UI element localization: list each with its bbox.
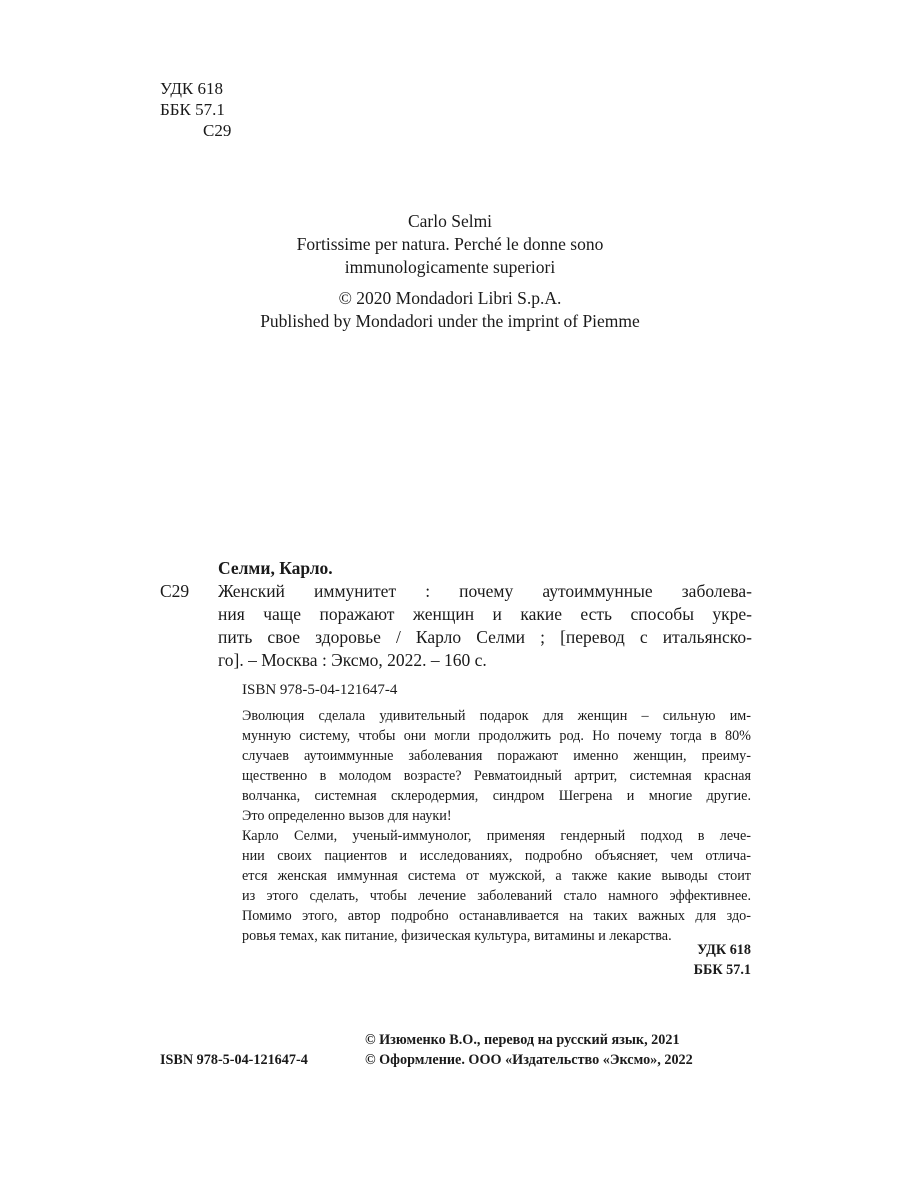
annotation (242, 706, 751, 946)
design-copyright: © Оформление. ООО «Издательство «Эксмо», 2022 (365, 1052, 693, 1068)
author-mark: С29 (203, 121, 232, 140)
translation-copyright: © Изюменко В.О., перевод на русский язык, 2021 (365, 1032, 680, 1048)
bibliographic-line: Женский иммунитет : почему аутоиммунные заболева- (218, 581, 752, 601)
isbn-bottom: ISBN 978-5-04-121647-4 (160, 1052, 308, 1068)
bibliographic-description (218, 580, 752, 672)
annotation-line: щественно в молодом возрасте? Ревматоидный артрит, системная красная (242, 768, 751, 784)
annotation-line: ровья темах, как питание, физическая культура, витамины и лекарства. (242, 928, 672, 944)
bibliographic-code: С29 (160, 581, 190, 601)
original-title-line-1: Fortissime per natura. Perché le donne sono (296, 234, 604, 254)
annotation-line: Карло Селми, ученый-иммунолог, применяя гендерный подход в лече- (242, 828, 751, 844)
original-title-line-2: immunologicamente superiori (344, 257, 556, 277)
udk-code: УДК 618 (160, 79, 224, 98)
bibliographic-line: ния чаще поражают женщин и какие есть способы укре- (218, 604, 752, 624)
annotation-line: из этого сделать, чтобы лечение заболеваний стало намного эффективнее. (242, 888, 751, 904)
original-copyright: © 2020 Mondadori Libri S.p.A. (338, 288, 562, 308)
bbk-code: ББК 57.1 (160, 100, 225, 119)
copyright-notices (365, 1030, 751, 1070)
bibliographic-record (160, 557, 752, 672)
annotation-line: ется женская иммунная система от мужской, а также какие выводы стоит (242, 868, 751, 884)
original-edition-info (0, 210, 900, 333)
bibliographic-line: пить свое здоровье / Карло Селми ; [перевод с итальянско- (218, 627, 752, 647)
isbn-record: ISBN 978-5-04-121647-4 (242, 682, 398, 698)
original-imprint: Published by Mondadori under the imprint of Piemme (260, 311, 640, 331)
original-author: Carlo Selmi (407, 211, 493, 231)
annotation-line: Эволюция сделала удивительный подарок для женщин – сильную им- (242, 708, 751, 724)
bbk-code-bottom: ББК 57.1 (693, 962, 751, 978)
annotation-line: случаев аутоиммунные заболевания поражают именно женщин, преиму- (242, 748, 751, 764)
bibliographic-line: го]. – Москва : Эксмо, 2022. – 160 с. (218, 650, 487, 670)
udk-code-bottom: УДК 618 (697, 942, 751, 958)
annotation-line: Это определенно вызов для науки! (242, 808, 452, 824)
annotation-line: волчанка, системная склеродермия, синдром Шегрена и многие другие. (242, 788, 751, 804)
bibliographic-author: Селми, Карло. (218, 558, 333, 578)
annotation-line: нии своих пациентов и исследованиях, подробно объясняет, чем отлича- (242, 848, 751, 864)
annotation-line: мунную систему, чтобы они могли продолжить род. Но почему тогда в 80% (242, 728, 751, 744)
classification-top (160, 78, 231, 141)
classification-bottom (600, 940, 751, 980)
annotation-line: Помимо этого, автор подробно останавливается на таких важных для здо- (242, 908, 751, 924)
